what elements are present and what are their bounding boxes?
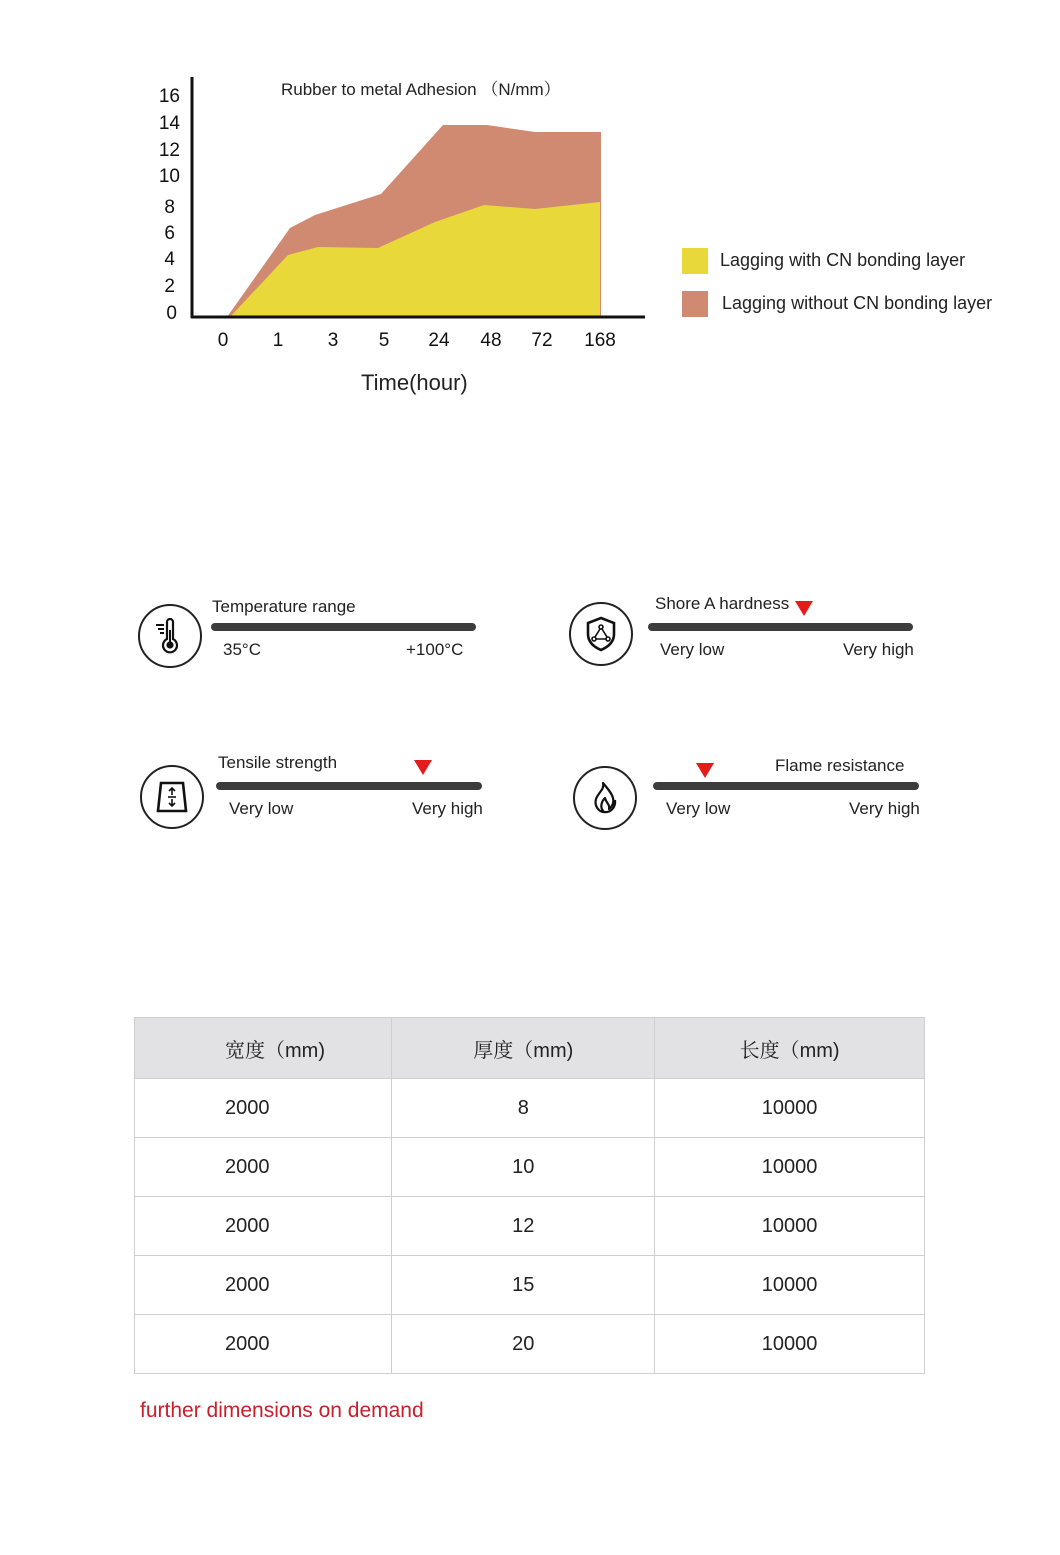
x-tick: 3 (327, 330, 339, 351)
property-high-label: Very high (412, 799, 483, 818)
footnote-text: further dimensions on demand (140, 1399, 424, 1422)
cell-width: 2000 (135, 1256, 392, 1315)
x-tick: 5 (378, 330, 390, 351)
property-low-label: Very low (660, 640, 725, 659)
cell-thickness: 15 (392, 1256, 655, 1315)
legend-label-without-cn: Lagging without CN bonding layer (722, 293, 993, 313)
property-low-label: Very low (666, 799, 731, 818)
property-high-label: Very high (849, 799, 920, 818)
cell-length: 10000 (655, 1256, 925, 1315)
property-marker-icon (414, 760, 432, 775)
property-low-label: Very low (229, 799, 294, 818)
y-tick: 12 (158, 140, 180, 161)
cell-thickness: 20 (392, 1315, 655, 1374)
property-marker-icon (696, 763, 714, 778)
cell-length: 10000 (655, 1315, 925, 1374)
cell-width: 2000 (135, 1197, 392, 1256)
property-scale-bar (216, 782, 482, 790)
chart-title: Rubber to metal Adhesion （N/mm） (281, 80, 561, 99)
cell-width: 2000 (135, 1315, 392, 1374)
property-scale-bar (653, 782, 919, 790)
header-length: 长度（mm) (655, 1018, 925, 1079)
cell-thickness: 8 (392, 1079, 655, 1138)
flame-icon (573, 766, 637, 830)
x-tick: 168 (584, 330, 616, 351)
header-thickness: 厚度（mm) (392, 1018, 655, 1079)
cell-thickness: 12 (392, 1197, 655, 1256)
legend-label-with-cn: Lagging with CN bonding layer (720, 250, 966, 270)
table-row (135, 1197, 925, 1256)
cell-length: 10000 (655, 1138, 925, 1197)
y-tick: 2 (164, 276, 175, 297)
header-width: 宽度（mm) (135, 1018, 392, 1079)
property-scale-bar (211, 623, 476, 631)
shield-icon (569, 602, 633, 666)
dimensions-table (134, 1017, 925, 1374)
property-high-label: Very high (843, 640, 914, 659)
x-tick: 24 (428, 330, 450, 351)
cell-length: 10000 (655, 1079, 925, 1138)
x-tick: 72 (531, 330, 553, 351)
legend-swatch-with-cn (682, 248, 708, 274)
y-tick: 16 (158, 86, 180, 107)
y-tick: 8 (164, 197, 175, 218)
y-tick: 10 (158, 166, 180, 187)
table-header-row (135, 1018, 925, 1079)
cell-length: 10000 (655, 1197, 925, 1256)
y-tick: 6 (164, 223, 175, 244)
legend-swatch-without-cn (682, 291, 708, 317)
cell-thickness: 10 (392, 1138, 655, 1197)
x-tick: 0 (217, 330, 229, 351)
table-row (135, 1256, 925, 1315)
x-tick: 48 (480, 330, 502, 351)
property-title: Tensile strength (218, 753, 338, 772)
tensile-icon (140, 765, 204, 829)
property-marker-icon (795, 601, 813, 616)
x-tick: 1 (272, 330, 284, 351)
property-low-label: 35°C (223, 640, 261, 659)
y-tick: 4 (164, 249, 175, 270)
property-title: Temperature range (212, 597, 356, 616)
property-high-label: +100°C (406, 640, 464, 659)
cell-width: 2000 (135, 1138, 392, 1197)
table-row (135, 1138, 925, 1197)
property-title: Shore A hardness (655, 594, 790, 613)
property-title: Flame resistance (775, 756, 905, 775)
y-tick: 14 (158, 113, 180, 134)
property-scale-bar (648, 623, 913, 631)
thermometer-icon (138, 604, 202, 668)
y-tick: 0 (166, 303, 177, 324)
cell-width: 2000 (135, 1079, 392, 1138)
table-row (135, 1315, 925, 1374)
table-row (135, 1079, 925, 1138)
x-axis-label: Time(hour) (361, 370, 468, 395)
